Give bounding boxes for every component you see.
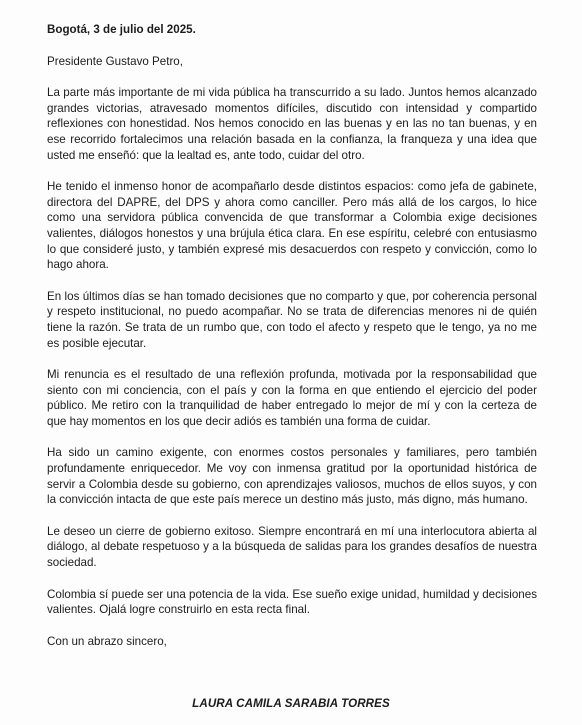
letter-salutation: Presidente Gustavo Petro, [47, 54, 183, 68]
letter-paragraph-1: La parte más importante de mi vida pública ha transcurrido a su lado. Juntos hemos alcanzado grandes victorias, atravesado momentos difíciles, discutido con intensidad y compartido reflexiones con honestidad. Nos hemos conocido en las buenas y en las no tan buenas, y en ese recorrido fortalecimos una relación basada en la confianza, la franqueza y una idea que usted me enseñó: que la lealtad es, ante todo, cuidar del otro. [47, 86, 537, 162]
letter-signature: LAURA CAMILA SARABIA TORRES [192, 697, 390, 710]
letter-paragraph-4: Mi renuncia es el resultado de una reflexión profunda, motivada por la responsabilidad que siento con mi conciencia, con el país y con la forma en que entiendo el ejercicio del poder público. Me retiro con la tranquilidad de haber entregado lo mejor de mí y con la certeza de que hay momentos en los que decir adiós es también una forma de cuidar. [47, 368, 537, 428]
letter-paragraph-5: Ha sido un camino exigente, con enormes costos personales y familiares, pero también profundamente enriquecedor. Me voy con inmensa gratitud por la oportunidad histórica de servir a Colombia desde su gobierno, con aprendizajes valiosos, muchos de ellos suyos, y con la convicción intacta de que este país merece un destino más justo, más digno, más humano. [47, 446, 537, 507]
letter-body [47, 22, 537, 649]
letter-date: Bogotá, 3 de julio del 2025. [47, 23, 196, 36]
letter-paragraph-7: Colombia sí puede ser una potencia de la vida. Ese sueño exige unidad, humildad y decisiones valientes. Ojalá logre construirlo en esta recta final. [47, 587, 537, 617]
letter-paragraph-2: He tenido el inmenso honor de acompañarlo desde distintos espacios: como jefa de gabinete, directora del DAPRE, del DPS y ahora como canciller. Pero más allá de los cargos, lo hice como una servidora pública convencida de que transformar a Colombia exige decisiones valientes, diálogos honestos y una brújula ética clara. En ese espíritu, celebré con entusiasmo lo que consideré justo, y también expresé mis desacuerdos con respeto y convicción, como lo hago ahora. [47, 180, 537, 272]
letter-closing: Con un abrazo sincero, [47, 634, 167, 648]
letter-paragraph-3: En los últimos días se han tomado decisiones que no comparto y que, por coherencia personal y respeto institucional, no puedo acompañar. No se trata de diferencias menores ni de quién tiene la razón. Se trata de un rumbo que, con todo el afecto y respeto que le tengo, ya no me es posible ejecutar. [47, 289, 537, 350]
letter-paragraph-6: Le deseo un cierre de gobierno exitoso. Siempre encontrará en mí una interlocutora abierta al diálogo, al debate respetuoso y a la búsqueda de salidas para los grandes desafíos de nuestra sociedad. [47, 524, 537, 570]
